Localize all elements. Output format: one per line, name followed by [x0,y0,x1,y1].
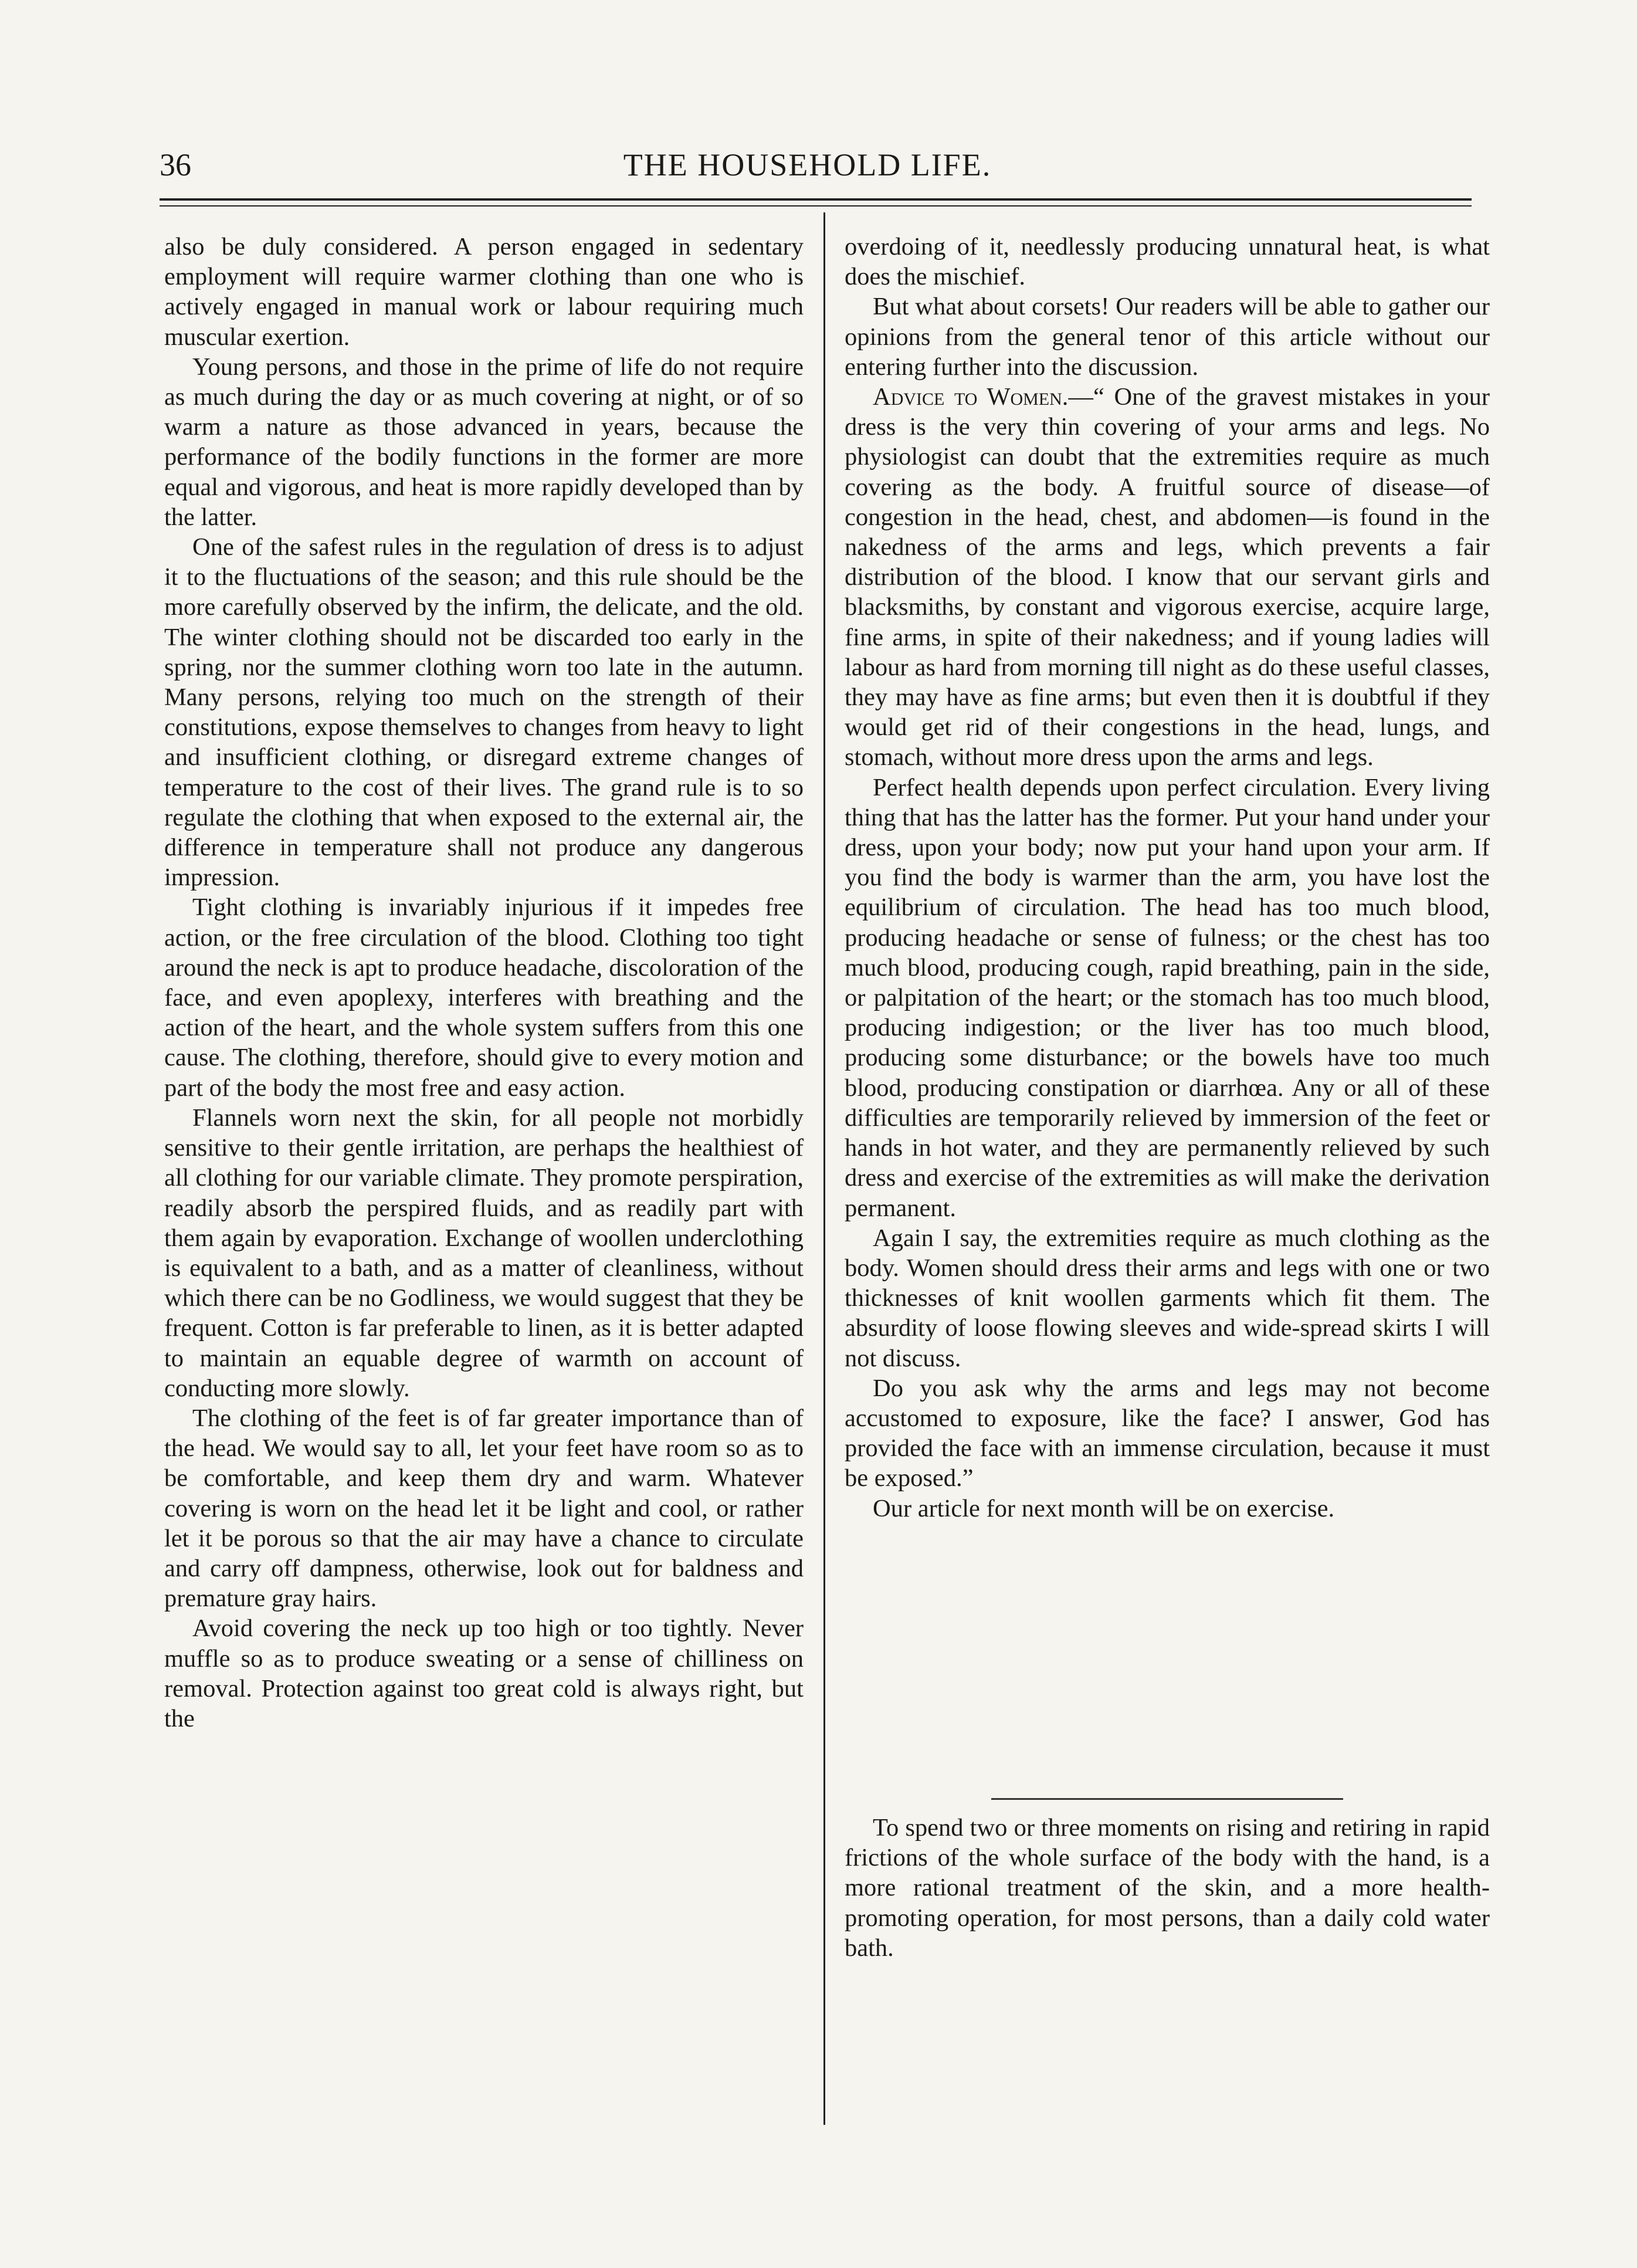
note-paragraph: To spend two or three moments on rising and retiring in rapid frictions of the whole surface of the body with the hand, is a more rational treatment of the skin, and a more health-promoting operation, for most persons, than a daily cold water bath. [845,1814,1490,1962]
advice-text: —“ One of the gravest mistakes in your dress is the very thin covering of your arms and legs. No physiologist can doubt that the extremities require as much covering as the body. A fruitful source of disease—of congestion in the head, chest, and abdomen—is found in the nakedness of the arms and legs, which prevents a fair distribution of the blood. I know that our servant girls and blacksmiths, by constant and vigorous exercise, acquire large, fine arms, in spite of their nakedness; and if young ladies will labour as hard from morning till night as do these useful classes, they may have as fine arms; but even then it is doubtful if they would get rid of their congestions in the head, lungs, and stomach, without more dress upon the arms and legs. [845,383,1490,771]
paragraph: Do you ask why the arms and legs may not become accustomed to exposure, like the face? I answer, God has provided the face with an immense circulation, because it must be exposed.” [845,1374,1490,1492]
paragraph: Perfect health depends upon perfect circulation. Every living thing that has the latter has the former. Put your hand under your dress, upon your body; now put your hand upon your arm. If you find the body is warmer than the arm, you have lost the equilibrium of circulation. The head has too much blood, producing headache or sense of fulness; or the chest has too much blood, producing cough, rapid breathing, pain in the side, or palpitation of the heart; or the stomach has too much blood, producing indigestion; or the liver has too much blood, producing some disturbance; or the bowels have too much blood, producing constipation or diarrhœa. Any or all of these difficulties are temporarily relieved by immersion of the feet or hands in hot water, and they are permanently relieved by such dress and exercise of the extremities as will make the derivation permanent. [845,773,1490,1222]
paragraph: One of the safest rules in the regulation of dress is to adjust it to the fluctuations of the season; and this rule should be the more carefully observed by the infirm, the delicate, and the old. The winter clothing should not be discarded too early in the spring, nor the summer clothing worn too late in the autumn. Many persons, relying too much on the strength of their constitutions, expose themselves to changes from heavy to light and insufficient clothing, or disregard extreme changes of temperature to the cost of their lives. The grand rule is to so regulate the clothing that when exposed to the external air, the difference in temperature shall not produce any dangerous impression. [164,533,804,892]
paragraph: Tight clothing is invariably injurious if it impedes free action, or the free circulation of the blood. Clothing too tight around the neck is apt to produce headache, discoloration of the face, and even apoplexy, interferes with breathing and the action of the heart, and the whole system suffers from this one cause. The clothing, therefore, should give to every motion and part of the body the most free and easy action. [164,893,804,1102]
page-number: 36 [160,147,191,182]
header-rule-thick [160,198,1472,201]
section-heading: Advice to Women. [873,383,1069,411]
paragraph: Avoid covering the neck up too high or too tightly. Never muffle so as to produce sweating or a sense of chilliness on removal. Protection against too great cold is always right, but the [164,1614,804,1732]
paragraph: overdoing of it, needlessly producing unnatural heat, is what does the mischief. [845,233,1490,291]
paragraph: But what about corsets! Our readers will be able to gather our opinions from the general tenor of this article without our entering further into the discussion. [845,293,1490,381]
note-block [845,1813,1490,1963]
column-divider [823,212,825,2125]
paragraph: The clothing of the feet is of far greater importance than of the head. We would say to all, let your feet have room so as to be comfortable, and keep them dry and warm. Whatever covering is worn on the head let it be light and cool, or rather let it be porous so that the air may have a chance to circulate and carry off dampness, otherwise, look out for baldness and premature gray hairs. [164,1404,804,1613]
advice-paragraph [845,382,1490,773]
section-rule [991,1798,1343,1800]
paragraph: Again I say, the extremities require as much clothing as the body. Women should dress their arms and legs with one or two thicknesses of knit woollen garments which fit them. The absurdity of loose flowing sleeves and wide-spread skirts I will not discuss. [845,1224,1490,1372]
running-title: THE HOUSEHOLD LIFE. [623,147,992,182]
left-column [164,232,804,1734]
paragraph: also be duly considered. A person engaged in sedentary employment will require warmer clothing than one who is actively engaged in manual work or labour requiring much muscular exertion. [164,233,804,351]
page-header [160,147,1455,189]
header-rule-thin [160,205,1472,207]
paragraph: Young persons, and those in the prime of life do not require as much during the day or as much covering at night, or of so warm a nature as those advanced in years, because the performance of the bodily functions in the former are more equal and vigorous, and heat is more rapidly developed than by the latter. [164,353,804,531]
paragraph: Flannels worn next the skin, for all people not morbidly sensitive to their gentle irritation, are perhaps the healthiest of all clothing for our variable climate. They promote perspiration, readily absorb the perspired fluids, and as readily part with them again by evaporation. Exchange of woollen underclothing is equivalent to a bath, and as a matter of cleanliness, without which there can be no Godliness, we would suggest that they be frequent. Cotton is far preferable to linen, as it is better adapted to maintain an equable degree of warmth on account of conducting more slowly. [164,1103,804,1402]
paragraph: Our article for next month will be on exercise. [873,1494,1335,1522]
right-column [845,232,1490,1524]
